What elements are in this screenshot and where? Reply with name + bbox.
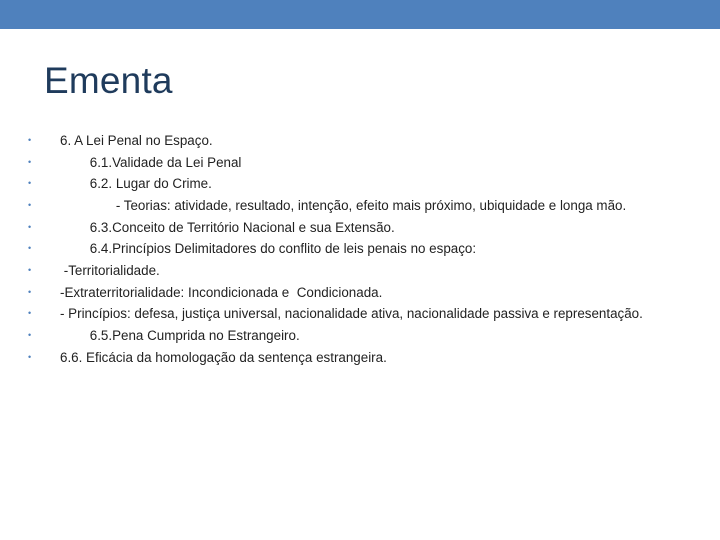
header-bar <box>0 0 720 29</box>
list-item <box>28 130 678 152</box>
bullet-icon: • <box>28 265 32 276</box>
list-item-text: -Territorialidade. <box>60 263 160 279</box>
list-item-text: 6.1.Validade da Lei Penal <box>60 154 242 170</box>
list-item <box>28 152 678 174</box>
bullet-icon: • <box>28 135 32 145</box>
list-item-text: -Extraterritorialidade: Incondicionada e Condicionada. <box>60 284 383 300</box>
bullet-icon: • <box>28 200 32 211</box>
list-item-text: - Princípios: defesa, justiça universal, nacionalidade ativa, nacionalidade passiva e representação. <box>60 306 643 322</box>
list-item <box>28 173 678 195</box>
list-item <box>28 260 678 282</box>
list-item-text: 6.5.Pena Cumprida no Estrangeiro. <box>60 327 300 343</box>
bullet-icon: • <box>28 221 32 232</box>
bullet-icon: • <box>28 286 32 297</box>
list-item <box>28 217 678 239</box>
bullet-icon: • <box>28 351 32 362</box>
bullet-icon: • <box>28 243 32 254</box>
list-item <box>28 347 678 369</box>
list-item-text: 6.3.Conceito de Território Nacional e sua Extensão. <box>60 219 395 235</box>
bullet-icon: • <box>28 156 32 167</box>
list-item <box>28 238 678 260</box>
list-item-text: - Teorias: atividade, resultado, intenção, efeito mais próximo, ubiquidade e longa mão. <box>60 198 627 214</box>
list-item <box>28 303 678 325</box>
list-item <box>28 325 678 347</box>
list-item <box>28 195 678 217</box>
list-item-text: 6.4.Princípios Delimitadores do conflito de leis penais no espaço: <box>60 241 477 257</box>
bullet-icon: • <box>28 178 32 189</box>
list-item-text: 6. A Lei Penal no Espaço. <box>60 133 213 148</box>
list-item-text: 6.6. Eficácia da homologação da sentença estrangeira. <box>60 349 387 365</box>
list-item-text: 6.2. Lugar do Crime. <box>60 176 212 192</box>
bullet-list <box>28 130 678 368</box>
slide-title: Ementa <box>44 60 173 101</box>
list-item <box>28 282 678 304</box>
bullet-icon: • <box>28 329 32 340</box>
bullet-icon: • <box>28 308 32 319</box>
